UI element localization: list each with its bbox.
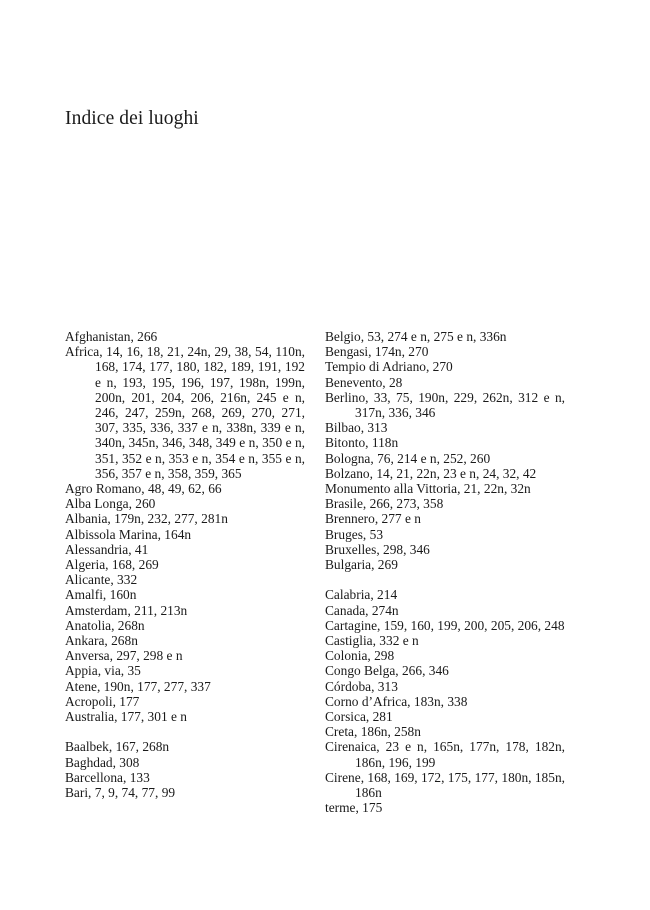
index-entry: Baghdad, 308: [65, 754, 140, 770]
index-entry: Creta, 186n, 258n: [325, 724, 421, 740]
index-entry: Colonia, 298: [325, 648, 395, 664]
index-subentry: Acropoli, 177: [65, 693, 140, 709]
index-entry: Algeria, 168, 269: [65, 557, 159, 573]
index-column-left: [65, 329, 305, 800]
index-entry: Bengasi, 174n, 270: [325, 344, 429, 360]
index-subentry: Tempio di Adriano, 270: [325, 359, 453, 375]
index-entry: Belgio, 53, 274 e n, 275 e n, 336n: [325, 329, 507, 344]
index-entry: Calabria, 214: [325, 587, 398, 603]
index-entry: Brennero, 277 e n: [325, 511, 421, 527]
index-entry: Bolzano, 14, 21, 22n, 23 e n, 24, 32, 42: [325, 465, 537, 481]
index-entry: Africa, 14, 16, 18, 21, 24n, 29, 38, 54, 110n, 168, 174, 177, 180, 182, 189, 191, 192 e n, 193, 195, 196, 197, 198n, 199n, 200n, 201, 204, 206, 216n, 245 e n, 246, 247, 259n, 268, 269, 270, 271, 307, 335, 336, 337 e n, 338n, 339 e n, 340n, 345n, 346, 348, 349 e n, 350 e n, 351, 352 e n, 353 e n, 354 e n, 355 e n, 356, 357 e n, 358, 359, 365: [65, 344, 305, 481]
page-title: Indice dei luoghi: [65, 108, 199, 129]
index-entry: Canada, 274n: [325, 602, 399, 618]
letter-group-gap: [325, 572, 565, 587]
index-entry: Bulgaria, 269: [325, 557, 398, 573]
index-entry: Anatolia, 268n: [65, 617, 145, 633]
index-entry: Castiglia, 332 e n: [325, 633, 419, 649]
index-column-right: [325, 329, 565, 815]
index-entry: Bruxelles, 298, 346: [325, 541, 430, 557]
index-entry: Bologna, 76, 214 e n, 252, 260: [325, 450, 491, 466]
index-entry: Ankara, 268n: [65, 633, 138, 649]
index-entry: Atene, 190n, 177, 277, 337: [65, 678, 211, 694]
index-entry: Cirenaica, 23 e n, 165n, 177n, 178, 182n, 186n, 196, 199: [325, 739, 565, 770]
index-entry: Bari, 7, 9, 74, 77, 99: [65, 785, 176, 801]
index-entry: Corsica, 281: [325, 709, 393, 725]
index-entry: Albania, 179n, 232, 277, 281n: [65, 511, 228, 527]
index-entry: Anversa, 297, 298 e n: [65, 648, 183, 664]
index-subentry: terme, 175: [325, 800, 383, 816]
index-entry: Afghanistan, 266: [65, 329, 158, 344]
index-entry: Baalbek, 167, 268n: [65, 739, 170, 755]
index-entry: Cartagine, 159, 160, 199, 200, 205, 206, 248: [325, 617, 565, 633]
index-entry: Amalfi, 160n: [65, 587, 137, 603]
index-entry: Benevento, 28: [325, 374, 403, 390]
index-subentry: Monumento alla Vittoria, 21, 22n, 32n: [325, 481, 531, 497]
index-entry: Brasile, 266, 273, 358: [325, 496, 444, 512]
index-entry: Alessandria, 41: [65, 541, 149, 557]
index-entry: Bilbao, 313: [325, 420, 388, 436]
index-entry: Albissola Marina, 164n: [65, 526, 192, 542]
index-entry: Barcellona, 133: [65, 769, 150, 785]
index-entry: Bitonto, 118n: [325, 435, 399, 451]
index-entry: Alba Longa, 260: [65, 496, 156, 512]
index-entry: Berlino, 33, 75, 190n, 229, 262n, 312 e n, 317n, 336, 346: [325, 389, 565, 421]
index-entry: Alicante, 332: [65, 572, 138, 588]
letter-group-gap: [65, 724, 305, 739]
index-entry: Bruges, 53: [325, 526, 384, 542]
index-entry: Córdoba, 313: [325, 678, 398, 694]
index-entry: Appia, via, 35: [65, 663, 141, 679]
index-entry: Australia, 177, 301 e n: [65, 709, 187, 725]
index-entry: Corno d’Africa, 183n, 338: [325, 693, 468, 709]
index-entry: Cirene, 168, 169, 172, 175, 177, 180n, 185n, 186n: [325, 769, 565, 801]
index-entry: Amsterdam, 211, 213n: [65, 602, 188, 618]
index-entry: Agro Romano, 48, 49, 62, 66: [65, 481, 222, 497]
index-entry: Congo Belga, 266, 346: [325, 663, 449, 679]
